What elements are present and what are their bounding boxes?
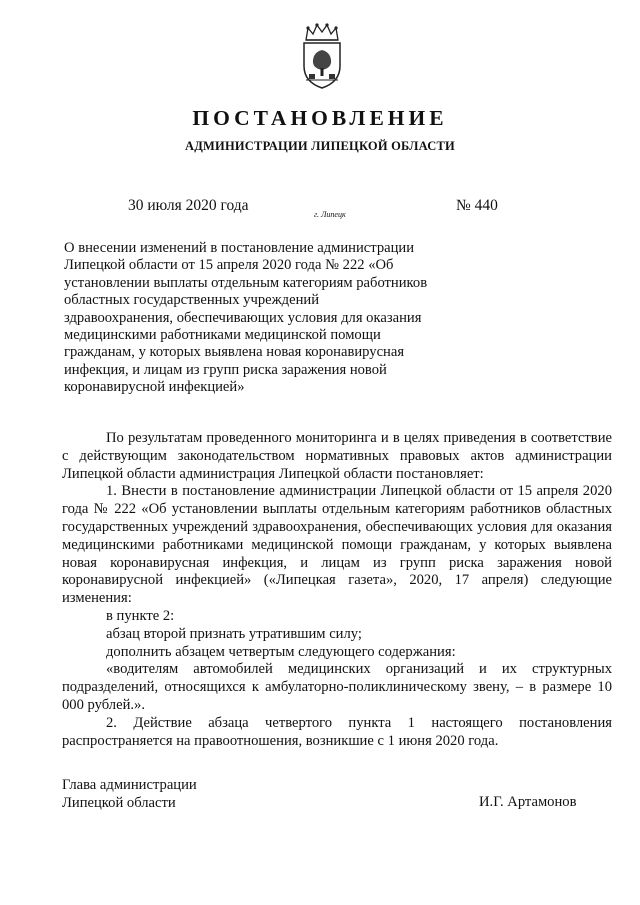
subject-line: областных государственных учреждений <box>64 292 320 309</box>
document-date: 30 июля 2020 года <box>128 197 249 214</box>
document-body <box>62 430 612 750</box>
subject-line: гражданам, у которых выявлена новая коронавирусная <box>64 344 405 361</box>
signer-title-line: Липецкой области <box>62 795 176 811</box>
document-number: № 440 <box>456 197 498 214</box>
subject-line: установлении выплаты отдельным категориям работников <box>64 274 428 291</box>
body-paragraph-clause: в пункте 2: <box>106 607 175 624</box>
document-subtitle: АДМИНИСТРАЦИИ ЛИПЕЦКОЙ ОБЛАСТИ <box>185 139 455 153</box>
subject-line: медицинскими работниками медицинской помощи <box>64 327 381 344</box>
body-paragraph-item-1: 1. Внести в постановление администрации Липецкой области от 15 апреля 2020 года № 222 «Об установлении выплаты отдельным категориям работников областных государственных учреждений здравоохранения, обеспечивающих условия для оказания медицинскими работниками медицинской помощи гражданам, у которых выявлена новая коронавирусная инфекция, и лицам из групп риска заражения новой коронавирусной инфекцией» («Липецкая газета», 2020, 17 апреля) следующие изменения: <box>62 483 612 607</box>
signer-title-line: Глава администрации <box>62 777 197 793</box>
document-subject <box>64 240 444 397</box>
subject-line: здравоохранения, обеспечивающих условия для оказания <box>64 309 422 326</box>
body-paragraph-preamble: По результатам проведенного мониторинга и в целях приведения в соответствие с действующим законодательством нормативных правовых актов администрации Липецкой области администрация Липецкой области постановляет: <box>62 430 612 482</box>
subject-line: Липецкой области от 15 апреля 2020 года № 222 «Об <box>64 257 394 274</box>
signer-title <box>62 776 197 812</box>
subject-line: О внесении изменений в постановление администрации <box>64 240 415 256</box>
coat-of-arms-icon <box>296 22 348 90</box>
document-city: г. Липецк <box>314 210 346 219</box>
signer-name: И.Г. Артамонов <box>479 794 577 810</box>
body-paragraph-clause: дополнить абзацем четвертым следующего содержания: <box>106 643 456 660</box>
subject-line: инфекция, и лицам из групп риска заражения новой <box>64 361 387 378</box>
subject-line: коронавирусной инфекцией» <box>64 379 245 396</box>
body-paragraph-quote: «водителям автомобилей медицинских организаций и их структурных подразделений, относящихся к амбулаторно-поликлиническому звену, – в размере 10 000 рублей.». <box>62 661 612 713</box>
body-paragraph-item-2: 2. Действие абзаца четвертого пункта 1 настоящего постановления распространяется на правоотношения, возникшие с 1 июня 2020 года. <box>62 714 612 749</box>
document-title: ПОСТАНОВЛЕНИЕ <box>192 106 448 130</box>
body-paragraph-clause: абзац второй признать утратившим силу; <box>106 625 362 642</box>
